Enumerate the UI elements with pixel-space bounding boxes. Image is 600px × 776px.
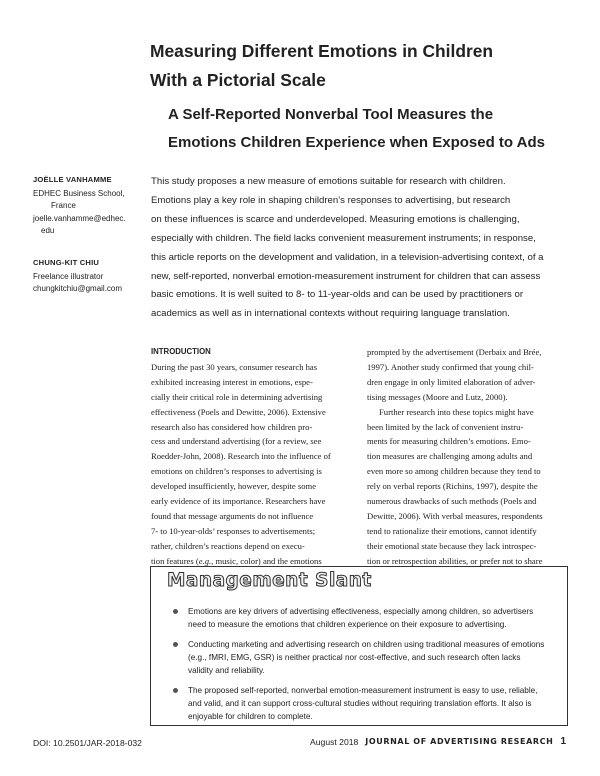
footer-journal-info — [310, 736, 566, 747]
body-line: rely on verbal reports (Richins, 1997), despite the — [367, 481, 538, 492]
slant-bullet-line: enjoyable for children to complete. — [188, 712, 313, 722]
abstract-line: Emotions play a key role in shaping children’s responses to advertising, but research — [151, 194, 511, 206]
body-line: Dewitte, 2006). With verbal measures, respondents — [367, 510, 543, 521]
abstract-line: on these influences is scarce and underdeveloped. Measuring emotions is challenging, — [151, 213, 520, 225]
body-line: tion or retrospection abilities, or prefer not to share — [367, 555, 543, 566]
author-name: CHUNG-KIT CHIU — [33, 258, 100, 267]
slant-bullet-line: need to measure the emotions that children experience on their exposure to advertising. — [188, 620, 507, 630]
title-line-1: Measuring Different Emotions in Children — [150, 41, 494, 61]
management-slant-title: Management Slant — [167, 570, 372, 591]
body-line: emotions on children’s responses to advertising is — [151, 466, 322, 477]
body-line: Roedder-John, 2008). Research into the influence of — [151, 451, 331, 462]
section-heading-introduction: INTRODUCTION — [151, 347, 211, 356]
footer-date: August 2018 — [310, 736, 359, 747]
article-subtitle — [168, 101, 588, 157]
management-slant-list — [169, 605, 561, 730]
author-block-chiu — [33, 257, 143, 296]
abstract-line: This study proposes a new measure of emotions suitable for research with children. — [151, 176, 506, 187]
slant-bullet-line: Conducting marketing and advertising research on children using traditional measures of emotions — [188, 639, 545, 649]
slant-bullet — [169, 605, 561, 631]
slant-bullet-line: and valid, and it can support cross-cultural studies without requiring translation efforts. It also is — [188, 699, 532, 709]
body-line: research also has considered how children pro- — [151, 421, 313, 432]
slant-bullet-line: The proposed self-reported, nonverbal emotion-measurement instrument is easy to use, reliable, — [188, 686, 538, 696]
body-line: 7- to 10-year-olds’ responses to advertisements; — [151, 525, 316, 536]
body-text-fragment: tion features ( — [151, 555, 199, 566]
author-block-vanhamme — [33, 174, 143, 237]
management-slant-box — [150, 566, 568, 726]
body-line: numerous drawbacks of such methods (Poels and — [367, 496, 537, 507]
abstract — [151, 173, 569, 324]
slant-bullet-line: Emotions are key drivers of advertising effectiveness, especially among children, so advertisers — [188, 607, 534, 616]
author-affiliation: EDHEC Business School, — [33, 189, 125, 199]
author-name: JOËLLE VANHAMME — [33, 175, 112, 184]
body-line: been limited by the lack of convenient instru- — [367, 421, 524, 432]
body-line: rather, children’s reactions depend on execu- — [151, 540, 305, 551]
body-line: dren engage in only limited elaboration of adver- — [367, 376, 536, 387]
abstract-line: basic emotions. It is well suited to 8- to 11-year-olds and can be used by practitioners or — [151, 289, 524, 301]
subtitle-line-2: Emotions Children Experience when Exposed to Ads — [168, 134, 546, 151]
body-text-fragment: , music, color) and the emotions — [211, 555, 322, 566]
abstract-line: especially with children. The field lacks convenient measurement instruments; in response, — [151, 232, 536, 244]
slant-bullet — [169, 684, 561, 724]
body-text-italic: e.g. — [198, 555, 212, 566]
body-line: cess and understand advertising (for a review, see — [151, 436, 322, 447]
author-email[interactable]: chungkitchiu@gmail.com — [33, 284, 123, 294]
body-line: tising messages (Moore and Lutz, 2000). — [367, 391, 508, 402]
slant-bullet — [169, 638, 561, 678]
body-line: 1997). Another study confirmed that young chil- — [367, 361, 534, 372]
body-line: During the past 30 years, consumer research has — [151, 361, 318, 372]
abstract-line: new, self-reported, nonverbal emotion-measurement instrument for children that can assess — [151, 270, 541, 282]
title-line-2: With a Pictorial Scale — [150, 70, 326, 90]
body-line: prompted by the advertisement (Derbaix and Brée, — [367, 347, 542, 357]
body-line: exhibited increasing interest in emotions, espe- — [151, 376, 313, 387]
article-title — [150, 37, 570, 95]
body-line: tend to rationalize their emotions, cannot identify — [367, 525, 537, 536]
bullet-dot-icon — [173, 609, 178, 614]
body-line: developed insufficiently, however, despite some — [151, 481, 317, 492]
body-line: cially their critical role in determining advertising — [151, 391, 323, 402]
bullet-dot-icon — [173, 688, 178, 693]
body-line: tion measures are challenging among adults and — [367, 451, 533, 462]
bullet-dot-icon — [173, 642, 178, 647]
body-line: effectiveness (Poels and Dewitte, 2006). Extensive — [151, 406, 326, 417]
slant-bullet-line: validity and reliability. — [188, 666, 265, 676]
body-line: their emotional state because they lack introspec- — [367, 540, 537, 551]
body-line: even more so among children because they tend to — [367, 466, 541, 477]
body-line: ments for measuring children’s emotions. Emo- — [367, 436, 531, 447]
author-email[interactable]: edu — [41, 225, 55, 235]
abstract-line: academics as well as in international contexts without requiring language translation. — [151, 308, 510, 320]
abstract-line: this article reports on the development and validation, in a television-advertising context, of a — [151, 251, 544, 263]
body-column-right — [367, 345, 569, 569]
author-affiliation: France — [51, 201, 76, 211]
author-email[interactable]: joelle.vanhamme@edhec. — [33, 213, 126, 223]
author-affiliation: Freelance illustrator — [33, 272, 104, 282]
body-column-left — [151, 345, 353, 569]
footer-doi[interactable]: DOI: 10.2501/JAR-2018-032 — [33, 738, 142, 748]
subtitle-line-1: A Self-Reported Nonverbal Tool Measures the — [168, 106, 494, 123]
footer-journal-name: JOURNAL OF ADVERTISING RESEARCH — [365, 737, 554, 746]
body-line: Further research into these topics might have — [379, 406, 534, 417]
page-number: 1 — [560, 736, 566, 747]
body-line: found that message arguments do not influence — [151, 510, 314, 521]
body-line: early evidence of its importance. Researchers have — [151, 496, 326, 507]
slant-bullet-line: (e.g., fMRI, EMG, GSR) is neither practical nor cost-effective, and such research often lacks — [188, 653, 521, 663]
